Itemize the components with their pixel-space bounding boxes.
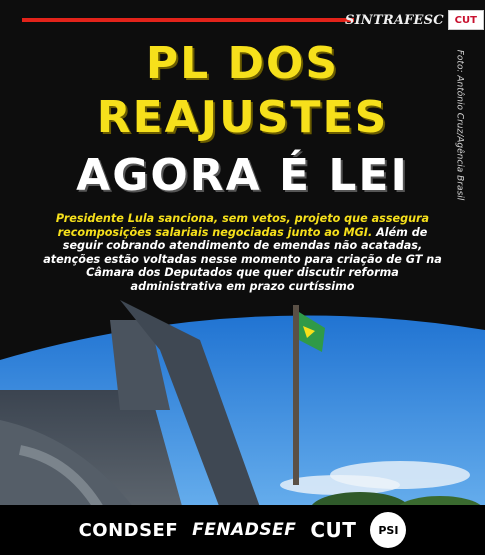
logo-psi: PSI <box>370 512 406 548</box>
headline-line-3: AGORA É LEI <box>76 150 409 201</box>
body-highlight: Presidente Lula sanciona, sem vetos, projeto que assegura recomposições salariais negociadas junto ao MGI. <box>55 212 430 239</box>
top-red-line <box>22 18 354 22</box>
logo-fenadsef: FENADSEF <box>192 520 297 540</box>
brand-header <box>345 10 484 30</box>
photo-credit: Foto: Antônio Cruz/Agência Brasil <box>454 49 465 201</box>
footer-logos <box>0 505 485 555</box>
brand-cut-badge: CUT <box>448 10 484 30</box>
headline-line-2: REAJUSTES <box>96 92 389 143</box>
body-paragraph <box>40 212 445 294</box>
logo-cut: CUT <box>310 518 357 542</box>
headline-line-1: PL DOS <box>145 38 340 89</box>
brasilia-photo <box>0 300 485 535</box>
brand-name: SINTRAFESC <box>345 12 444 28</box>
logo-condsef: CONDSEF <box>78 519 179 541</box>
body-rest: Além de seguir cobrando atendimento de emendas não acatadas, atenções estão voltadas nesse momento para criação de GT na Câmara dos Deputados que quer discutir reforma administrativa em prazo curtíssimo <box>43 225 442 293</box>
